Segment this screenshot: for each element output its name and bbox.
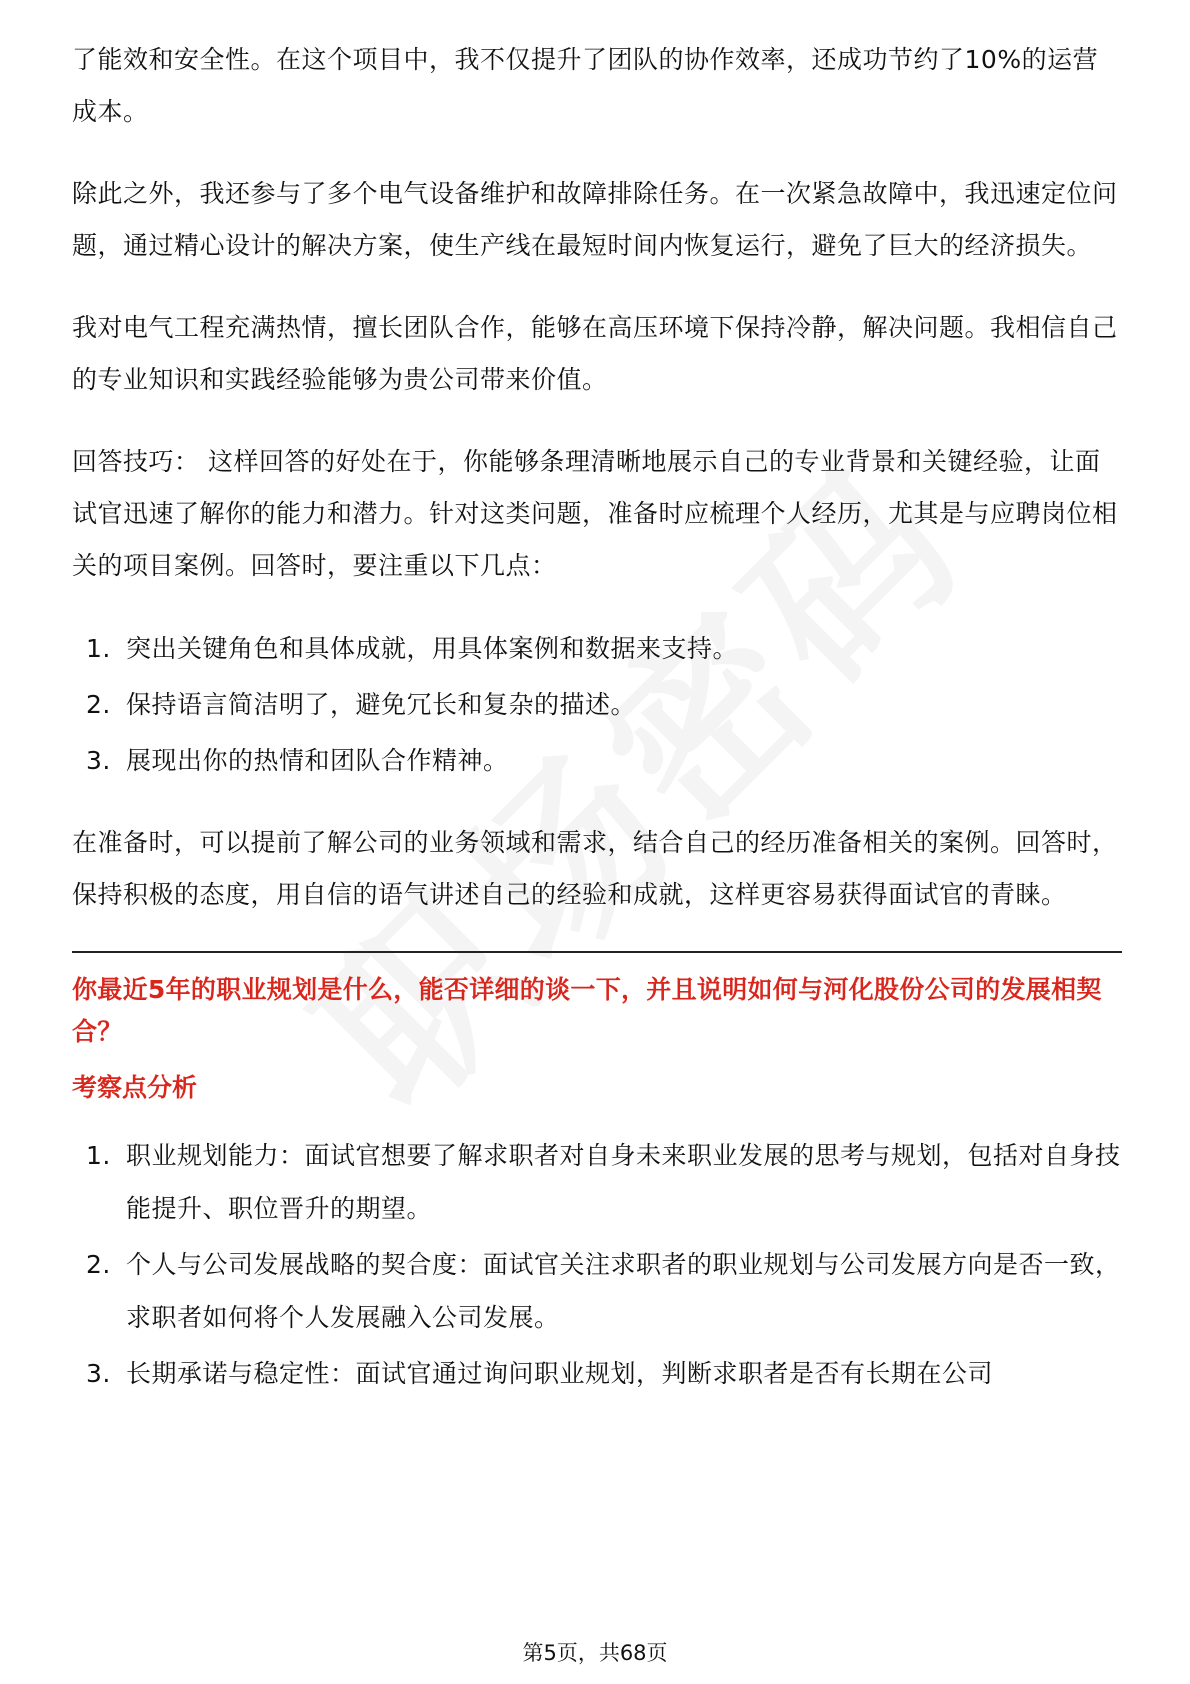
tips-list [72,622,1122,787]
list-item-text: 个人与公司发展战略的契合度：面试官关注求职者的职业规划与公司发展方向是否一致，求职者如何将个人发展融入公司发展。 [126,1250,1121,1332]
list-item-text: 突出关键角色和具体成就，用具体案例和数据来支持。 [126,634,739,663]
list-item-number: 3. [86,746,111,775]
analysis-list [72,1129,1122,1400]
list-item-number: 1. [86,634,111,663]
list-item-number: 2. [86,690,111,719]
list-item-text: 保持语言简洁明了，避免冗长和复杂的描述。 [126,690,637,719]
list-item-text: 展现出你的热情和团队合作精神。 [126,746,509,775]
paragraph-answer-tips: 回答技巧： 这样回答的好处在于，你能够条理清晰地展示自己的专业背景和关键经验，让面试官迅速了解你的能力和潜力。针对这类问题，准备时应梳理个人经历，尤其是与应聘岗位相关的项目案例。回答时，要注重以下几点： [72,447,1118,580]
list-item [72,622,1122,675]
list-item-text: 长期承诺与稳定性：面试官通过询问职业规划，判断求职者是否有长期在公司 [126,1359,994,1388]
list-item [72,1347,1122,1400]
analysis-section-title: 考察点分析 [72,1073,198,1102]
page-content [72,34,1122,1430]
list-item-text: 职业规划能力：面试官想要了解求职者对自身未来职业发展的思考与规划，包括对自身技能提升、职位晋升的期望。 [126,1141,1121,1223]
question-heading: 你最近5年的职业规划是什么，能否详细的谈一下，并且说明如何与河化股份公司的发展相契合？ [72,975,1102,1046]
list-item [72,1129,1122,1235]
page-number-footer: 第5页，共68页 [522,1641,668,1665]
list-item-number: 2. [86,1250,111,1279]
paragraph-maintenance: 除此之外，我还参与了多个电气设备维护和故障排除任务。在一次紧急故障中，我迅速定位问题，通过精心设计的解决方案，使生产线在最短时间内恢复运行，避免了巨大的经济损失。 [72,179,1118,260]
list-item [72,678,1122,731]
paragraph-preparation: 在准备时，可以提前了解公司的业务领域和需求，结合自己的经历准备相关的案例。回答时，保持积极的态度，用自信的语气讲述自己的经验和成就，这样更容易获得面试官的青睐。 [72,828,1118,909]
list-item-number: 3. [86,1359,111,1388]
section-divider [72,951,1122,953]
list-item [72,734,1122,787]
list-item-number: 1. [86,1141,111,1170]
paragraph-passion: 我对电气工程充满热情，擅长团队合作，能够在高压环境下保持冷静，解决问题。我相信自己的专业知识和实践经验能够为贵公司带来价值。 [72,313,1118,394]
list-item [72,1238,1122,1344]
paragraph-efficiency: 了能效和安全性。在这个项目中，我不仅提升了团队的协作效率，还成功节约了10%的运营成本。 [72,45,1099,126]
